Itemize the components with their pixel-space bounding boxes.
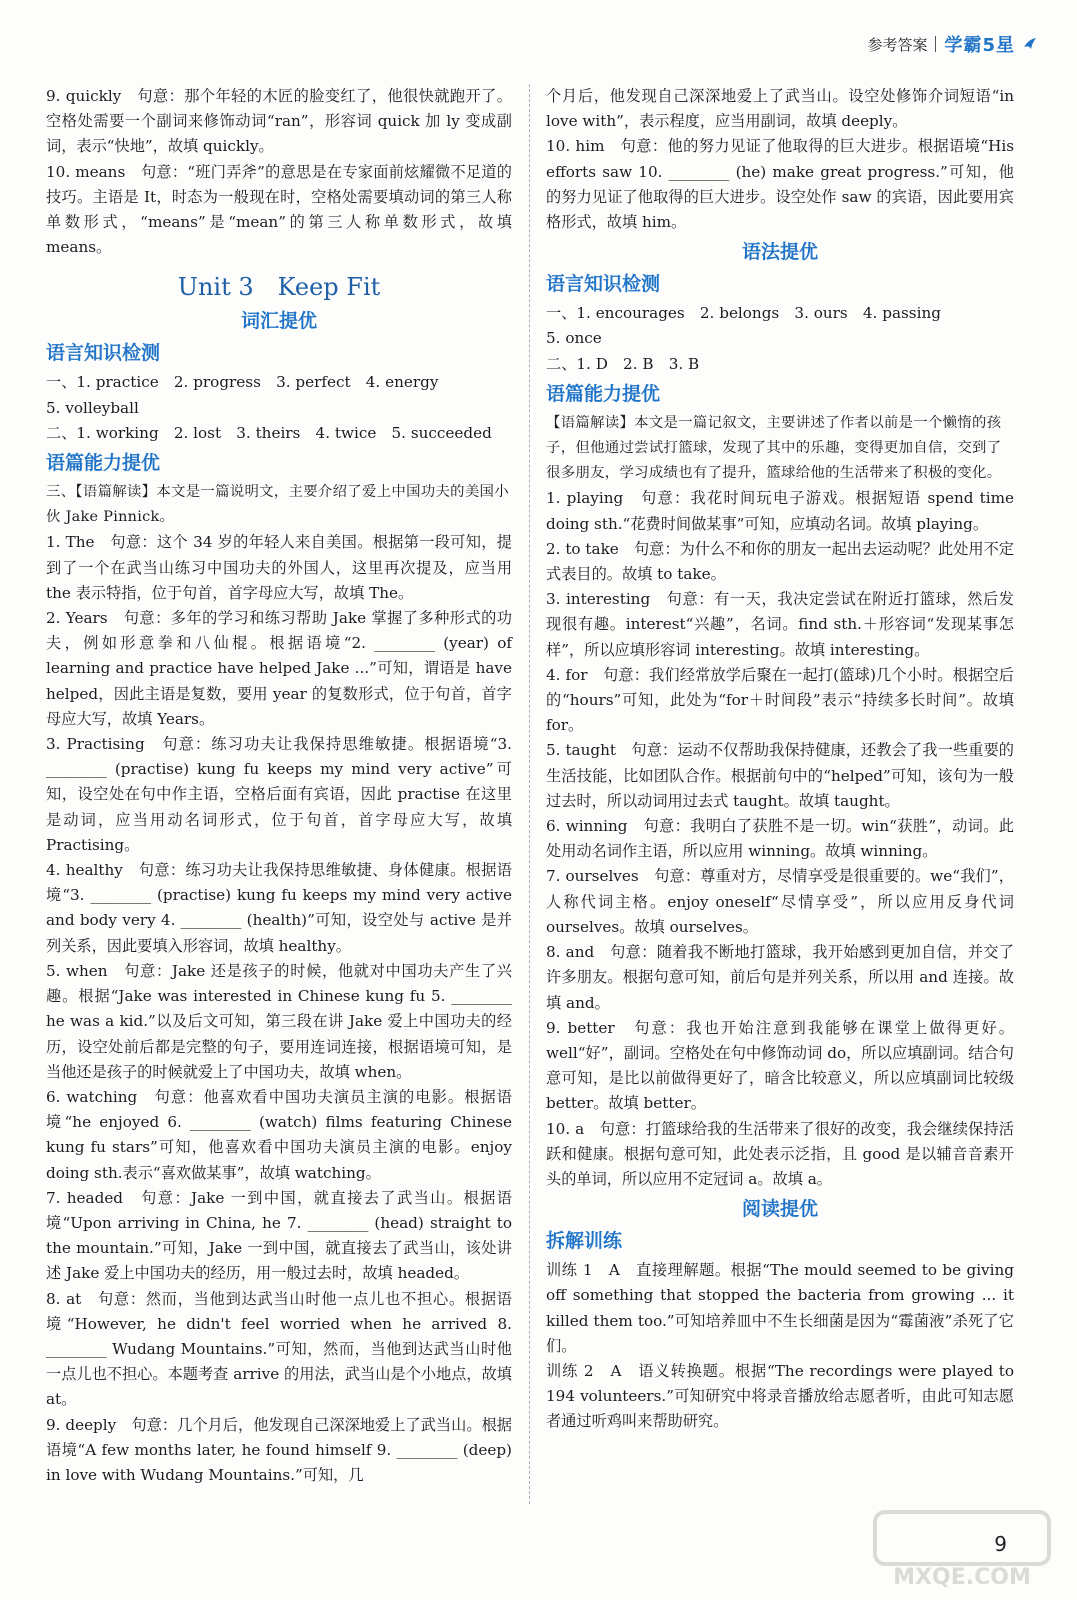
- right-reading-note-8: 【语篇解读】本文是一篇记叙文，主要讲述了作者以前是一个懒惰的孩子，但他通过尝试打篮球，发现了其中的乐趣，变得更加自信，交到了很多朋友，学习成绩也有了提升，篮球给他的生活带来了积极的变化。: [546, 414, 1002, 482]
- left-column: [46, 84, 512, 1488]
- left-paragraph-14: 5. when 句意：Jake 还是孩子的时候，他就对中国功夫产生了兴趣。根据“Jake was interested in Chinese kung fu 5. ________ he was a kid.”以及后文可知，第三段在讲 Jake 爱上中国功夫的经历，设空处前后都是完整的句子，要用连词连接，根据语境可知，是当他还是孩子的时候就爱上了中国功夫，故填 when。: [46, 961, 512, 1081]
- right-paragraph-14: 6. winning 句意：我明白了获胜不是一切。win“获胜”，动词。此处用动名词作主语，所以应用 winning。故填 winning。: [546, 817, 1014, 861]
- right-paragraph-9: 1. playing 句意：我花时间玩电子游戏。根据短语 spend time doing sth.“花费时间做某事”可知，应填动名词。故填 playing。: [546, 489, 1014, 533]
- brand-logo: 学霸5星: [944, 35, 1015, 56]
- right-paragraph-5: 5. once: [546, 329, 602, 348]
- right-paragraph-22: 训练 2 A 语义转换题。根据“The recordings were played to 194 volunteers.”可知研究中将录音播放给志愿者听，由此可知志愿者通过听鸡叫来帮助研究。: [546, 1361, 1014, 1431]
- left-section-heading-3: 词汇提优: [240, 310, 317, 333]
- left-paragraph-11: 2. Years 句意：多年的学习和练习帮助 Jake 掌握了多种形式的功夫，例如形意拳和八仙棍。根据语境“2. ________ (year) of learning and practice have helped Jake ...”可知，谓语是 have helped，因此主语是复数，要用 year 的复数形式，位于句首，首字母应大写，故填 Years。: [46, 609, 512, 728]
- right-paragraph-10: 2. to take 句意：为什么不和你的朋友一起出去运动呢？此处用不定式表目的。故填 to take。: [546, 539, 1014, 584]
- left-subsection-heading-4: 语言知识检测: [46, 342, 161, 365]
- column-divider: [529, 84, 530, 1504]
- right-paragraph-21: 训练 1 A 直接理解题。根据“The mould seemed to be giving off something that stopped the bacteria from growing ... it killed them too.”可知培养皿中不生长细菌是因为“霉菌液”杀死了它们。: [546, 1261, 1014, 1355]
- svg-text:MXQE.COM: MXQE.COM: [893, 1565, 1031, 1590]
- left-paragraph-10: 1. The 句意：这个 34 岁的年轻人来自美国。根据第一段可知，提到了一个在武当山练习中国功夫的外国人，这里再次提及，应当用 the 表示特指，位于句首，首字母应大写，故填 The。: [46, 533, 512, 602]
- right-paragraph-13: 5. taught 句意：运动不仅帮助我保持健康，还教会了我一些重要的生活技能，比如团队合作。根据前句中的“helped”可知，该句为一般过去时，所以动词用过去式 taught。故填 taught。: [546, 741, 1014, 810]
- left-paragraph-13: 4. healthy 句意：练习功夫让我保持思维敏捷、身体健康。根据语境“3. ________ (practise) kung fu keeps my mind very active and body very 4. ________ (health)”可知，设空处与 active 是并列关系，因此要填入形容词，故填 healthy。: [46, 861, 512, 955]
- right-paragraph-15: 7. ourselves 句意：尊重对方，尽情享受是很重要的。we“我们”，人称代词主格。enjoy oneself“尽情享受”，所以应用反身代词 ourselves。故填 ourselves。: [546, 867, 1014, 936]
- brand-bird-icon: [1023, 37, 1037, 51]
- left-subsection-heading-8: 语篇能力提优: [46, 452, 161, 475]
- right-paragraph-17: 9. better 句意：我也开始注意到我能够在课堂上做得更好。well“好”，副词。空格处在句中修饰动词 do，所以应填副词。结合句意可知，是比以前做得更好了，暗含比较意义，所以应填副词比较级 better。故填 better。: [546, 1018, 1014, 1113]
- left-unit-title-2: Unit 3 Keep Fit: [177, 273, 381, 302]
- left-paragraph-16: 7. headed 句意：Jake 一到中国，就直接去了武当山。根据语境“Upon arriving in China, he 7. ________ (head) straight to the mountain.”可知，Jake 一到中国，就直接去了武当山，该处讲述 Jake 爱上中国功夫的经历，用一般过去时，故填 headed。: [46, 1188, 512, 1283]
- right-section-heading-2: 语法提优: [741, 241, 818, 264]
- right-paragraph-4: 一、1. encourages 2. belongs 3. ours 4. passing: [546, 304, 941, 323]
- right-paragraph-12: 4. for 句意：我们经常放学后聚在一起打(篮球)几个小时。根据空后的“hours”可知，此处为“for＋时间段”表示“持续多长时间”。故填 for。: [546, 665, 1014, 735]
- left-paragraph-12: 3. Practising 句意：练习功夫让我保持思维敏捷。根据语境“3. ________ (practise) kung fu keeps my mind very active”可知，设空处在句中作主语，空格后面有宾语，因此 practise 在这里是动词，应当用动名词形式，位于句首，首字母应大写，故填 Practising。: [46, 735, 512, 854]
- right-paragraph-6: 二、1. D 2. B 3. B: [546, 354, 700, 373]
- left-paragraph-6: 5. volleyball: [46, 398, 139, 417]
- right-subsection-heading-7: 语篇能力提优: [546, 382, 661, 405]
- right-subsection-heading-3: 语言知识检测: [546, 273, 661, 296]
- page-number: 9: [994, 1532, 1007, 1556]
- right-section-heading-19: 阅读提优: [741, 1198, 818, 1221]
- right-paragraph-11: 3. interesting 句意：有一天，我决定尝试在附近打篮球，然后发现很有趣。interest“兴趣”，名词。find sth.＋形容词“发现某事怎样”，所以应填形容词 interesting。故填 interesting。: [546, 590, 1014, 659]
- right-subsection-heading-20: 拆解训练: [546, 1230, 623, 1253]
- left-reading-note-9: 三、【语篇解读】本文是一篇说明文，主要介绍了爱上中国功夫的美国小伙 Jake Pinnick。: [46, 484, 509, 526]
- left-paragraph-5: 一、1. practice 2. progress 3. perfect 4. energy: [46, 373, 439, 392]
- left-paragraph-15: 6. watching 句意：他喜欢看中国功夫演员主演的电影。根据语境“he enjoyed 6. ________ (watch) films featuring Chinese kung fu stars”可知，他喜欢看中国功夫演员主演的电影。enjoy doing sth.表示“喜欢做某事”，故填 watching。: [46, 1087, 512, 1182]
- left-paragraph-0: 9. quickly 句意：那个年轻的木匠的脸变红了，他很快就跑开了。空格处需要一个副词来修饰动词“ran”，形容词 quick 加 ly 变成副词，表示“快地”，故填 quickly。: [46, 87, 512, 156]
- left-paragraph-1: 10. means 句意：“班门弄斧”的意思是在专家面前炫耀微不足道的技巧。主语是 It，时态为一般现在时，空格处需要填动词的第三人称单数形式，“means”是“mean”的第三人称单数形式，故填 means。: [46, 162, 512, 257]
- answer-key-label: 参考答案: [867, 35, 928, 54]
- left-paragraph-7: 二、1. working 2. lost 3. theirs 4. twice 5. succeeded: [46, 423, 492, 442]
- right-paragraph-1: 10. him 句意：他的努力见证了他取得的巨大进步。根据语境“His efforts saw 10. ________ (he) make great progress.”可知，他的努力见证了他取得的巨大进步。设空处作 saw 的宾语，因此要用宾格形式，故填 him。: [546, 137, 1014, 232]
- header-divider: [935, 36, 936, 52]
- left-paragraph-18: 9. deeply 句意：几个月后，他发现自己深深地爱上了武当山。根据语境“A few months later, he found himself 9. ________ (deep) in love with Wudang Mountains.”可知，几: [46, 1415, 512, 1484]
- right-paragraph-0: 个月后，他发现自己深深地爱上了武当山。设空处修饰介词短语“in love with”，表示程度，应当用副词，故填 deeply。: [546, 87, 1014, 131]
- page-header: [867, 28, 1037, 60]
- right-paragraph-18: 10. a 句意：打篮球给我的生活带来了很好的改变，我会继续保持活跃和健康。根据句意可知，此处表示泛指，且 good 是以辅音音素开头的单词，所以应用不定冠词 a。故填 a。: [546, 1119, 1014, 1188]
- right-paragraph-16: 8. and 句意：随着我不断地打篮球，我开始感到更加自信，并交了许多朋友。根据句意可知，前后句是并列关系，所以用 and 连接。故填 and。: [546, 943, 1014, 1012]
- right-column: [546, 84, 1014, 1435]
- watermark-logo: [867, 1506, 1057, 1592]
- left-paragraph-17: 8. at 句意：然而，当他到达武当山时他一点儿也不担心。根据语境“However, he didn't feel worried when he arrived 8. ________ Wudang Mountains.”可知，然而，当他到达武当山时他一点儿也不担心。本题考查 arrive 的用法，武当山是个小地点，故填 at。: [46, 1289, 512, 1409]
